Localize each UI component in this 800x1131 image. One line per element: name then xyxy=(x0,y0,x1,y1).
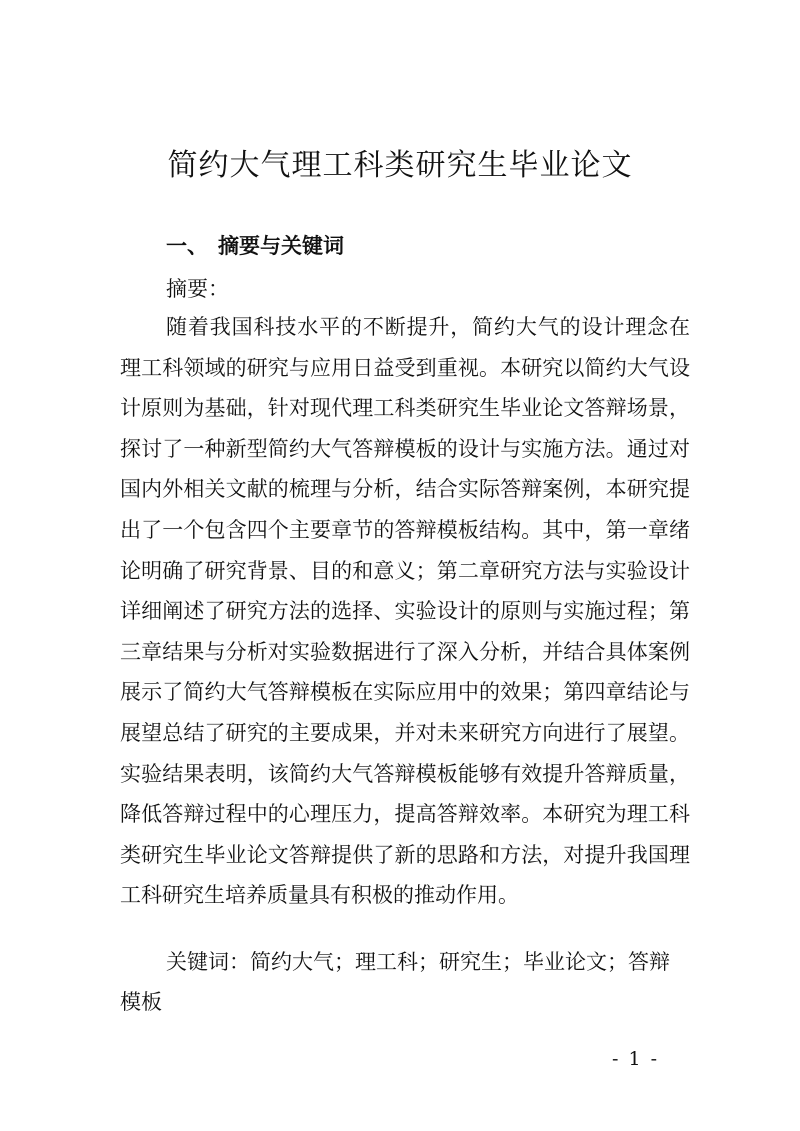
section-number: 一、 xyxy=(166,234,208,258)
abstract-label: 摘要： xyxy=(166,277,229,301)
section-heading-text: 摘要与关键词 xyxy=(218,234,344,258)
section-heading xyxy=(166,230,344,260)
abstract-paragraph: 随着我国科技水平的不断提升，简约大气的设计理念在理工科领域的研究与应用日益受到重视。本研究以简约大气设计原则为基础，针对现代理工科类研究生毕业论文答辩场景，探讨了一种新型简约大气答辩模板的设计与实施方法。通过对国内外相关文献的梳理与分析，结合实际答辩案例，本研究提出了一个包含四个主要章节的答辩模板结构。其中，第一章绪论明确了研究背景、目的和意义；第二章研究方法与实验设计详细阐述了研究方法的选择、实验设计的原则与实施过程；第三章结果与分析对实验数据进行了深入分析，并结合具体案例展示了简约大气答辩模板在实际应用中的效果；第四章结论与展望总结了研究的主要成果，并对未来研究方向进行了展望。实验结果表明，该简约大气答辩模板能够有效提升答辩质量，降低答辩过程中的心理压力，提高答辩效率。本研究为理工科类研究生毕业论文答辩提供了新的思路和方法，对提升我国理工科研究生培养质量具有积极的推动作用。 xyxy=(120,315,690,908)
keywords-paragraph: 关键词：简约大气；理工科；研究生；毕业论文；答辩模板 xyxy=(120,950,670,1014)
document-title: 简约大气理工科类研究生毕业论文 xyxy=(167,148,633,183)
page-number: - 1 - xyxy=(612,1048,660,1070)
